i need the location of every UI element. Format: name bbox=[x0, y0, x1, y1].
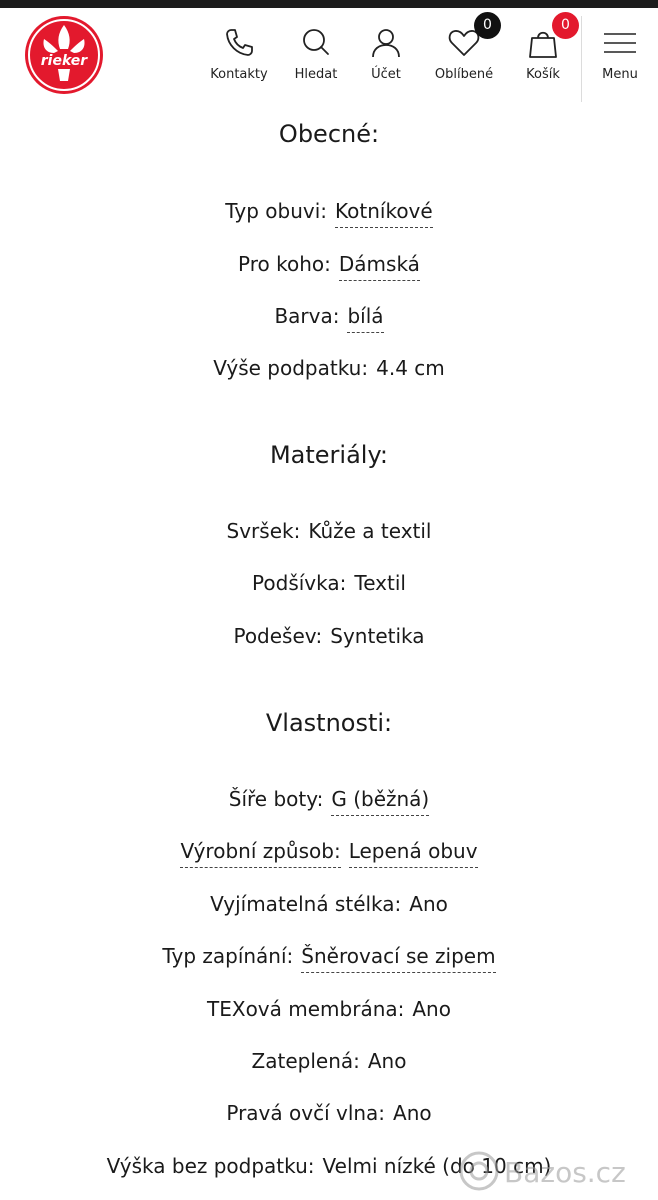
spec-label: Pro koho: bbox=[238, 252, 331, 276]
nav-favorites[interactable] bbox=[428, 17, 500, 92]
spec-value-link[interactable]: Kotníkové bbox=[335, 198, 433, 228]
spec-label: Pravá ovčí vlna: bbox=[226, 1101, 386, 1125]
spec-value: Syntetika bbox=[330, 624, 425, 648]
spec-value-link[interactable]: Šněrovací se zipem bbox=[301, 943, 495, 973]
spec-row-shoe-type bbox=[0, 198, 658, 228]
spec-label: Zateplená: bbox=[251, 1049, 360, 1073]
nav-search[interactable] bbox=[280, 26, 352, 92]
spec-row-tex-membrane bbox=[0, 996, 658, 1022]
spec-row-sole bbox=[0, 623, 658, 649]
nav-account[interactable] bbox=[350, 26, 422, 92]
spec-row-width bbox=[0, 786, 658, 816]
spec-value: Velmi nízké (do 10 cm) bbox=[322, 1154, 552, 1178]
cart-count-badge: 0 bbox=[552, 12, 579, 39]
nav-search-label: Hledat bbox=[294, 67, 338, 82]
spec-label-link[interactable]: Výrobní způsob: bbox=[180, 838, 340, 868]
nav-contacts[interactable] bbox=[203, 26, 275, 92]
bazos-watermark bbox=[458, 1150, 654, 1194]
spec-value: Ano bbox=[393, 1101, 432, 1125]
section-title-general: Obecné: bbox=[278, 120, 380, 148]
rieker-logo[interactable] bbox=[22, 13, 106, 97]
spec-row-lining bbox=[0, 570, 658, 596]
section-title-materials: Materiály: bbox=[269, 441, 389, 469]
spec-value: Ano bbox=[409, 892, 448, 916]
spec-label: Typ obuvi: bbox=[225, 199, 328, 223]
nav-contacts-label: Kontakty bbox=[210, 67, 268, 82]
spec-value-link[interactable]: G (běžná) bbox=[331, 786, 429, 816]
spec-label: Výška bez podpatku: bbox=[106, 1154, 315, 1178]
spec-value: Ano bbox=[367, 1049, 407, 1073]
spec-label: Vyjímatelná stélka: bbox=[210, 892, 402, 916]
spec-value-link[interactable]: Lepená obuv bbox=[349, 838, 478, 868]
spec-row-closure bbox=[0, 943, 658, 973]
spec-value: Textil bbox=[354, 571, 406, 595]
spec-label: Barva: bbox=[274, 304, 340, 328]
spec-label: Podšívka: bbox=[252, 571, 347, 595]
nav-menu-label: Menu bbox=[602, 67, 638, 82]
watermark-text: Bazos.cz bbox=[504, 1156, 626, 1189]
logo-text: rieker bbox=[40, 53, 88, 69]
search-icon bbox=[299, 26, 333, 60]
spec-value: Kůže a textil bbox=[308, 519, 432, 543]
nav-cart-label: Košík bbox=[526, 67, 560, 82]
header-divider bbox=[581, 16, 582, 102]
user-icon bbox=[369, 26, 403, 60]
spec-row-color bbox=[0, 303, 658, 333]
spec-row-heel-height bbox=[0, 355, 658, 381]
spec-label: TEXová membrána: bbox=[207, 997, 405, 1021]
spec-label: Podešev: bbox=[233, 624, 323, 648]
hamburger-icon bbox=[603, 26, 637, 60]
site-header bbox=[0, 8, 658, 100]
nav-account-label: Účet bbox=[371, 67, 401, 82]
spec-row-removable-insole bbox=[0, 891, 658, 917]
favorites-count-badge: 0 bbox=[474, 12, 501, 39]
spec-label: Výše podpatku: bbox=[213, 356, 369, 380]
phone-icon bbox=[222, 26, 256, 60]
spec-row-insulated bbox=[0, 1048, 658, 1074]
nav-menu[interactable] bbox=[584, 26, 656, 92]
spec-row-upper bbox=[0, 518, 658, 544]
spec-value-link[interactable]: bílá bbox=[347, 303, 383, 333]
top-bar bbox=[0, 0, 658, 8]
nav-favorites-label: Oblíbené bbox=[434, 67, 494, 82]
spec-value: 4.4 cm bbox=[376, 356, 445, 380]
watermark-logo-icon bbox=[458, 1150, 500, 1192]
spec-row-sheep-wool bbox=[0, 1100, 658, 1126]
spec-row-for-whom bbox=[0, 251, 658, 281]
spec-row-construction bbox=[0, 838, 658, 868]
spec-value: Ano bbox=[412, 997, 451, 1021]
section-title-properties: Vlastnosti: bbox=[265, 709, 393, 737]
nav-cart[interactable] bbox=[507, 17, 579, 92]
spec-label: Šíře boty: bbox=[228, 787, 324, 811]
spec-label: Typ zapínání: bbox=[162, 944, 294, 968]
spec-label: Svršek: bbox=[226, 519, 301, 543]
spec-value-link[interactable]: Dámská bbox=[339, 251, 420, 281]
